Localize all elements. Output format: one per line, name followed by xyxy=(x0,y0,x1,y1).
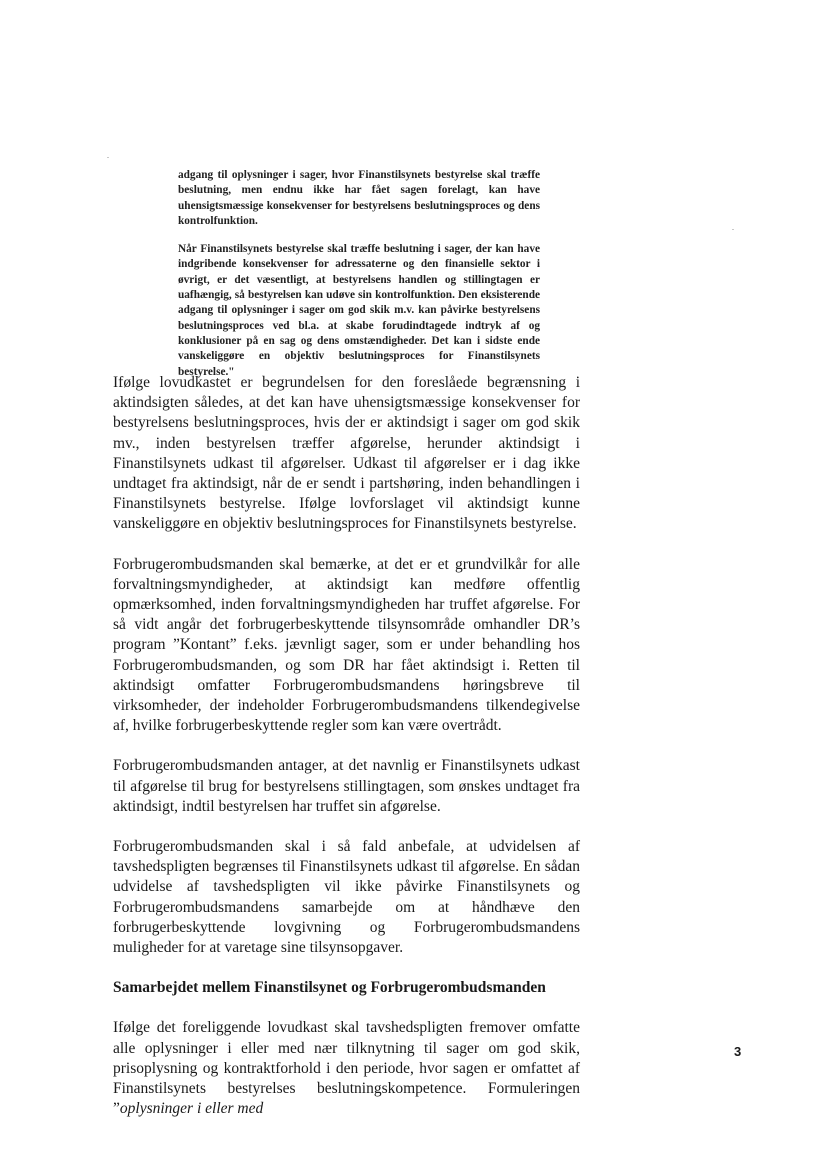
body-paragraph: Forbrugerombudsmanden antager, at det navnlig er Finanstilsynets udkast til afgørelse til brug for bestyrelsens stillingtagen, som ønskes undtaget fra aktindsigt, indtil bestyrelsen har truffet sin afgørelse. xyxy=(113,757,580,815)
quote-paragraph: Når Finanstilsynets bestyrelse skal træffe beslutning i sager, der kan have indgribende konsekvenser for adressaterne og den finansielle sektor i øvrigt, er det væsentligt, at bestyrelsens handlen og stillingtagen er uafhængig, så bestyrelsen kan udøve sin kontrolfunktion. Den eksisterende adgang til oplysninger i sager om god skik m.v. kan påvirke bestyrelsens beslutningsproces ved bl.a. at skabe forudindtagede indtryk af og konklusioner på en sag og dens omstændigheder. Det kan i sidste ende vanskeliggøre en objektiv beslutningsproces for Finanstilsynets bestyrelse." xyxy=(178,243,540,378)
body-paragraph: Forbrugerombudsmanden skal bemærke, at det er et grundvilkår for alle forvaltningsmyndigheder, at aktindsigt kan medføre offentlig opmærksomhed, inden forvaltningsmyndigheden har truffet afgørelse. For så vidt angår det forbrugerbeskyttende tilsynsområde omhandler DR’s program ”Kontant” f.eks. jævnligt sager, som er under behandling hos Forbrugerombudsmanden, og som DR har fået aktindsigt i. Retten til aktindsigt omfatter Forbrugerombudsmandens høringsbreve til virksomheder, der indeholder Forbrugerombudsmandens tilkendegivelse af, hvilke forbrugerbeskyttende regler som kan være overtrådt. xyxy=(113,555,580,735)
main-body xyxy=(113,373,580,1140)
page-number: 3 xyxy=(734,1044,742,1059)
body-paragraph-text: Ifølge det foreliggende lovudkast skal tavshedspligten fremover omfatte alle oplysninger i eller med nær tilknytning til sager om god skik, prisoplysning og kontraktforhold i den periode, hvor sagen er omfattet af Finanstilsynets bestyrelses beslutningskompetence. Formuleringen ” xyxy=(113,1019,580,1118)
body-paragraph: Ifølge lovudkastet er begrundelsen for den foreslåede begrænsning i aktindsigten således, at det kan have uhensigtsmæssige konsekvenser for bestyrelsens beslutningsproces, hvis der er aktindsigt i sager om god skik mv., inden bestyrelsen træffer afgørelse, herunder aktindsigt i Finanstilsynets udkast til afgørelser. Udkast til afgørelser er i dag ikke undtaget fra aktindsigt, når de er sendt i partshøring, inden behandlingen i Finanstilsynets bestyrelse. Ifølge lovforslaget vil aktindsigt kunne vanskeliggøre en objektiv beslutningsproces for Finanstilsynets bestyrelse. xyxy=(113,374,580,533)
scan-artifact xyxy=(732,229,734,230)
body-paragraph-last xyxy=(113,1018,580,1119)
quote-paragraph: adgang til oplysninger i sager, hvor Finanstilsynets bestyrelse skal træffe beslutning, men endnu ikke har fået sagen forelagt, kan have uhensigtsmæssige konsekvenser for bestyrelsens beslutningsproces og dens kontrolfunktion. xyxy=(178,169,540,227)
section-heading: Samarbejdet mellem Finanstilsynet og Forbrugerombudsmanden xyxy=(113,979,546,997)
body-paragraph: Forbrugerombudsmanden skal i så fald anbefale, at udvidelsen af tavshedspligten begrænses til Finanstilsynets udkast til afgørelse. En sådan udvidelse af tavshedspligten vil ikke påvirke Finanstilsynets og Forbrugerombudsmandens samarbejde om at håndhæve den forbrugerbeskyttende lovgivning og Forbrugerombudsmandens muligheder for at varetage sine tilsynsopgaver. xyxy=(113,838,580,957)
quote-block xyxy=(178,168,540,393)
scan-artifact xyxy=(107,157,109,158)
quoted-phrase: oplysninger i eller med xyxy=(119,1100,264,1118)
